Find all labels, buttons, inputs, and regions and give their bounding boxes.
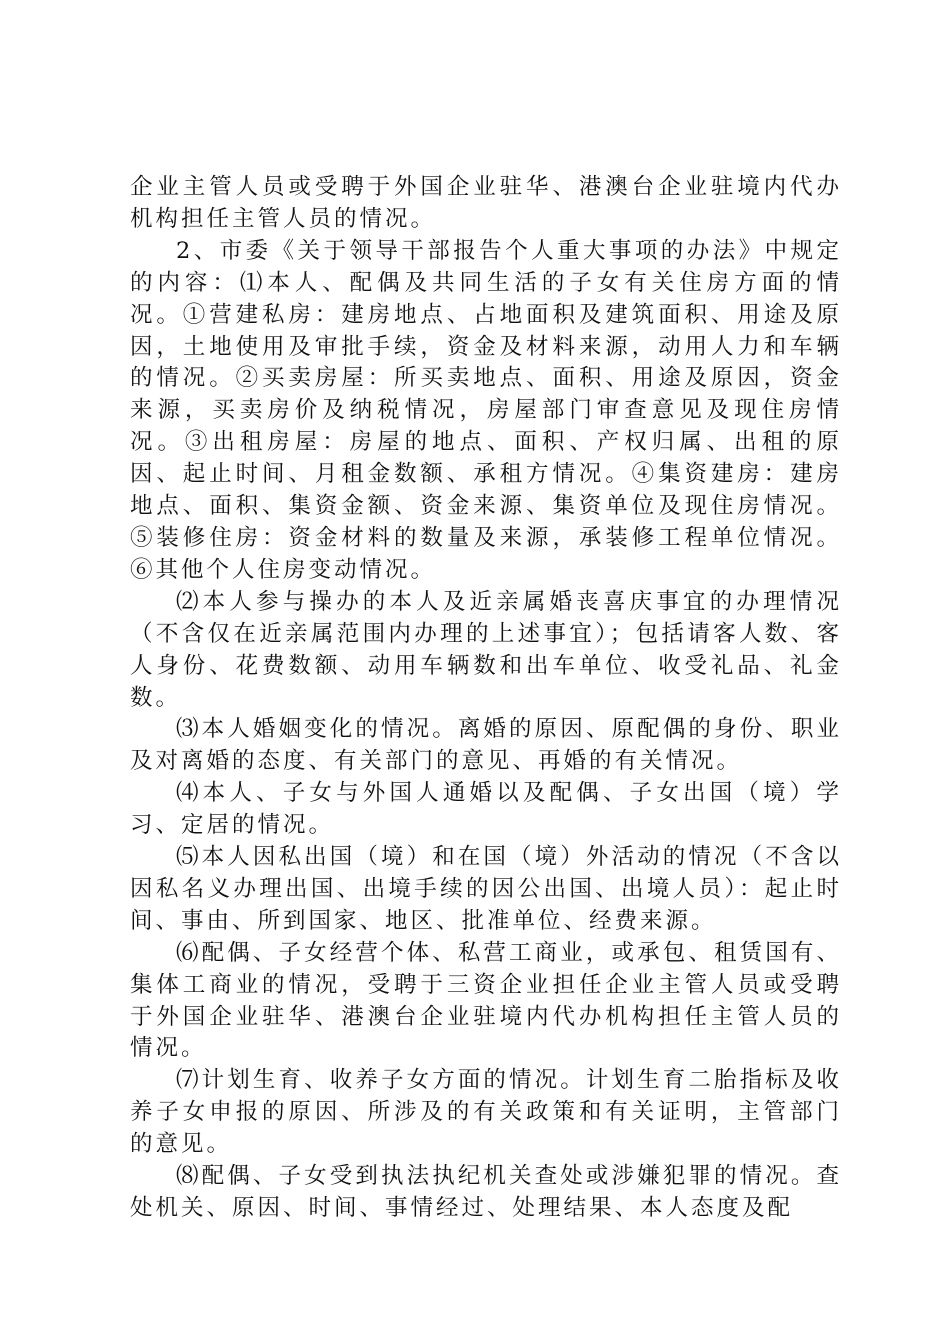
document-body [130, 172, 842, 1225]
paragraph-foreign-marriage: ⑷本人、子女与外国人通婚以及配偶、子女出国（境）学习、定居的情况。 [130, 780, 842, 839]
paragraph-private-travel: ⑸本人因私出国（境）和在国（境）外活动的情况（不含以因私名义办理出国、出境手续的因公出国、出境人员）：起止时间、事由、所到国家、地区、批准单位、经费来源。 [130, 844, 842, 934]
paragraph-weddings-funerals: ⑵本人参与操办的本人及近亲属婚丧喜庆事宜的办理情况（不含仅在近亲属范围内办理的上述事宜）；包括请客人数、客人身份、花费数额、动用车辆数和出车单位、收受礼品、礼金数。 [130, 588, 842, 711]
paragraph-item-2-housing: 2、市委《关于领导干部报告个人重大事项的办法》中规定的内容：⑴本人、配偶及共同生活的子女有关住房方面的情况。①营建私房：建房地点、占地面积及建筑面积、用途及原因，土地使用及审批手续，资金及材料来源，动用人力和车辆的情况。②买卖房屋：所买卖地点、面积、用途及原因，资金来源，买卖房价及纳税情况，房屋部门审查意见及现住房情况。③出租房屋：房屋的地点、面积、产权归属、出租的原因、起止时间、月租金数额、承租方情况。④集资建房：建房地点、面积、集资金额、资金来源、集资单位及现住房情况。⑤装修住房：资金材料的数量及来源，承装修工程单位情况。⑥其他个人住房变动情况。 [130, 237, 842, 583]
paragraph-family-planning: ⑺计划生育、收养子女方面的情况。计划生育二胎指标及收养子女申报的原因、所涉及的有关政策和有关证明，主管部门的意见。 [130, 1067, 842, 1158]
paragraph-investigation: ⑻配偶、子女受到执法执纪机关查处或涉嫌犯罪的情况。查处机关、原因、时间、事情经过、处理结果、本人态度及配 [130, 1163, 842, 1221]
paragraph-business-activity: ⑹配偶、子女经营个体、私营工商业，或承包、租赁国有、集体工商业的情况，受聘于三资企业担任企业主管人员或受聘于外国企业驻华、港澳台企业驻境内代办机构担任主管人员的情况。 [130, 939, 842, 1062]
paragraph-marriage-change: ⑶本人婚姻变化的情况。离婚的原因、原配偶的身份、职业及对离婚的态度、有关部门的意见、再婚的有关情况。 [130, 716, 842, 775]
paragraph-continuation: 企业主管人员或受聘于外国企业驻华、港澳台企业驻境内代办机构担任主管人员的情况。 [130, 174, 842, 232]
